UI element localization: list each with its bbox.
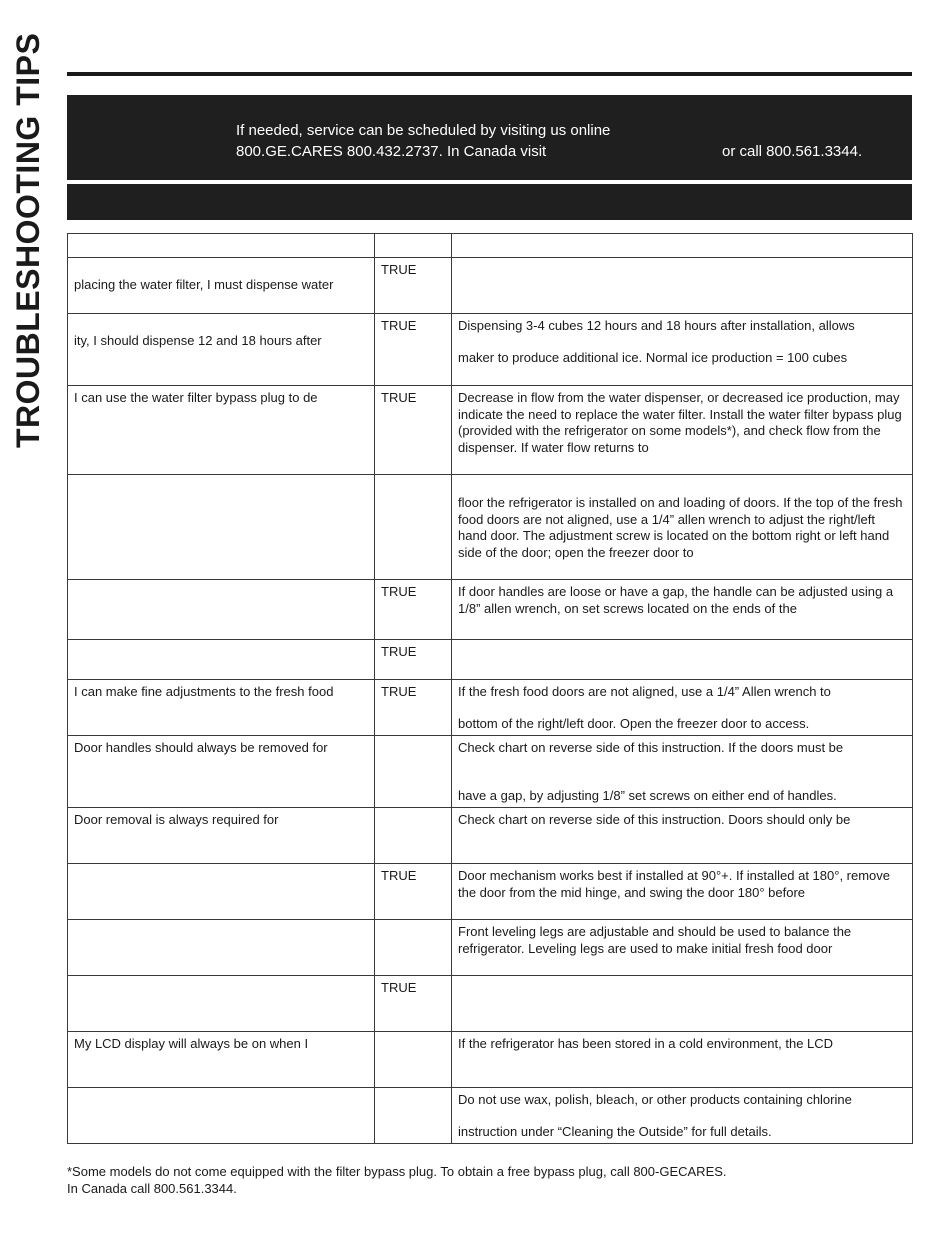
cell-text: I can use the water filter bypass plug to de [74, 390, 318, 405]
table-row [68, 640, 913, 680]
cell-text: TRUE [381, 318, 417, 333]
cell-question [68, 736, 375, 808]
footnote [67, 1163, 727, 1197]
cell-question [68, 920, 375, 976]
cell-text: TRUE [381, 868, 417, 883]
cell-answer [375, 920, 452, 976]
cell-answer [375, 234, 452, 258]
table-row [68, 475, 913, 580]
table-row [68, 920, 913, 976]
cell-explanation [452, 1088, 913, 1144]
cell-text: Door removal is always required for [74, 812, 279, 827]
cell-question [68, 640, 375, 680]
table-row [68, 808, 913, 864]
cell-question [68, 808, 375, 864]
cell-explanation [452, 234, 913, 258]
cell-text: maker to produce additional ice. Normal ice production = 100 cubes [458, 350, 848, 365]
cell-text: Do not use wax, polish, bleach, or other products containing chlorine [458, 1092, 852, 1107]
cell-question [68, 580, 375, 640]
table-row [68, 864, 913, 920]
header-bar [67, 184, 912, 220]
cell-text: I can make fine adjustments to the fresh food [74, 684, 334, 699]
cell-text: floor the refrigerator is installed on and loading of doors. If the top of the fresh food doors are not aligned, use a 1/4” allen wrench to adjust the right/left hand door. The adjustment screw is located on the bottom right or left hand side of the door; open the freezer door to [458, 495, 903, 560]
cell-text: Door handles should always be removed for [74, 740, 328, 755]
cell-text: If the refrigerator has been stored in a cold environment, the LCD [458, 1036, 834, 1051]
service-banner [67, 95, 912, 180]
table-row [68, 234, 913, 258]
cell-answer [375, 808, 452, 864]
cell-explanation [452, 580, 913, 640]
cell-question [68, 1088, 375, 1144]
cell-text: TRUE [381, 584, 417, 599]
cell-explanation [452, 1032, 913, 1088]
banner-line-2: 800.GE.CARES 800.432.2737. In Canada visit [236, 143, 547, 160]
cell-question [68, 680, 375, 736]
cell-answer [375, 680, 452, 736]
cell-answer [375, 640, 452, 680]
banner-line-3: or call 800.561.3344. [722, 143, 863, 160]
cell-question [68, 258, 375, 314]
table-row [68, 976, 913, 1032]
cell-text: TRUE [381, 980, 417, 995]
cell-question [68, 864, 375, 920]
cell-explanation [452, 680, 913, 736]
cell-question [68, 475, 375, 580]
footnote-line-1: *Some models do not come equipped with the filter bypass plug. To obtain a free bypass plug, call 800-GECARES. [67, 1164, 727, 1179]
table-row [68, 680, 913, 736]
cell-text: bottom of the right/left door. Open the freezer door to access. [458, 716, 810, 731]
cell-text: TRUE [381, 644, 417, 659]
cell-answer [375, 258, 452, 314]
cell-text: If door handles are loose or have a gap, the handle can be adjusted using a 1/8” allen wrench, on set screws located on the ends of the [458, 584, 894, 616]
cell-explanation [452, 864, 913, 920]
cell-text: Dispensing 3-4 cubes 12 hours and 18 hours after installation, allows [458, 318, 855, 333]
cell-answer [375, 314, 452, 386]
cell-answer [375, 1088, 452, 1144]
cell-text: placing the water filter, I must dispense water [74, 277, 334, 292]
cell-text: TRUE [381, 262, 417, 277]
side-title: TROUBLESHOOTING TIPS [10, 32, 46, 448]
cell-text: TRUE [381, 390, 417, 405]
cell-text: have a gap, by adjusting 1/8” set screws on either end of handles. [458, 788, 837, 803]
cell-text: Door mechanism works best if installed at 90°+. If installed at 180°, remove the door from the mid hinge, and swing the door 180° before [458, 868, 891, 900]
table-row [68, 736, 913, 808]
banner-line-1: If needed, service can be scheduled by visiting us online [236, 122, 611, 139]
cell-explanation [452, 386, 913, 475]
cell-explanation [452, 976, 913, 1032]
cell-explanation [452, 314, 913, 386]
cell-explanation [452, 475, 913, 580]
cell-answer [375, 864, 452, 920]
cell-answer [375, 386, 452, 475]
cell-answer [375, 1032, 452, 1088]
cell-text: ity, I should dispense 12 and 18 hours after [74, 333, 322, 348]
cell-text: Check chart on reverse side of this instruction. If the doors must be [458, 740, 844, 755]
cell-question [68, 314, 375, 386]
top-rule [67, 72, 912, 76]
cell-explanation [452, 920, 913, 976]
table-row [68, 258, 913, 314]
cell-explanation [452, 808, 913, 864]
cell-explanation [452, 258, 913, 314]
cell-question [68, 1032, 375, 1088]
table-row [68, 314, 913, 386]
troubleshooting-table [67, 233, 913, 1144]
cell-text: TRUE [381, 684, 417, 699]
cell-question [68, 386, 375, 475]
cell-explanation [452, 640, 913, 680]
cell-text: Check chart on reverse side of this instruction. Doors should only be [458, 812, 851, 827]
cell-answer [375, 580, 452, 640]
cell-text: My LCD display will always be on when I [74, 1036, 309, 1051]
table-row [68, 1032, 913, 1088]
cell-text: Front leveling legs are adjustable and should be used to balance the refrigerator. Leveling legs are used to make initial fresh food door [458, 924, 852, 956]
cell-text: If the fresh food doors are not aligned, use a 1/4” Allen wrench to [458, 684, 831, 699]
cell-answer [375, 475, 452, 580]
cell-explanation [452, 736, 913, 808]
cell-question [68, 234, 375, 258]
cell-answer [375, 736, 452, 808]
cell-question [68, 976, 375, 1032]
cell-text: instruction under “Cleaning the Outside” for full details. [458, 1124, 772, 1139]
cell-text: Decrease in flow from the water dispenser, or decreased ice production, may indicate the need to replace the water filter. Install the water filter bypass plug (provided with the refrigerator on some models*), and check flow from the dispenser. If water flow returns to [458, 390, 902, 455]
table-row [68, 386, 913, 475]
cell-answer [375, 976, 452, 1032]
table-row [68, 1088, 913, 1144]
footnote-line-2: In Canada call 800.561.3344. [67, 1181, 237, 1196]
table-row [68, 580, 913, 640]
